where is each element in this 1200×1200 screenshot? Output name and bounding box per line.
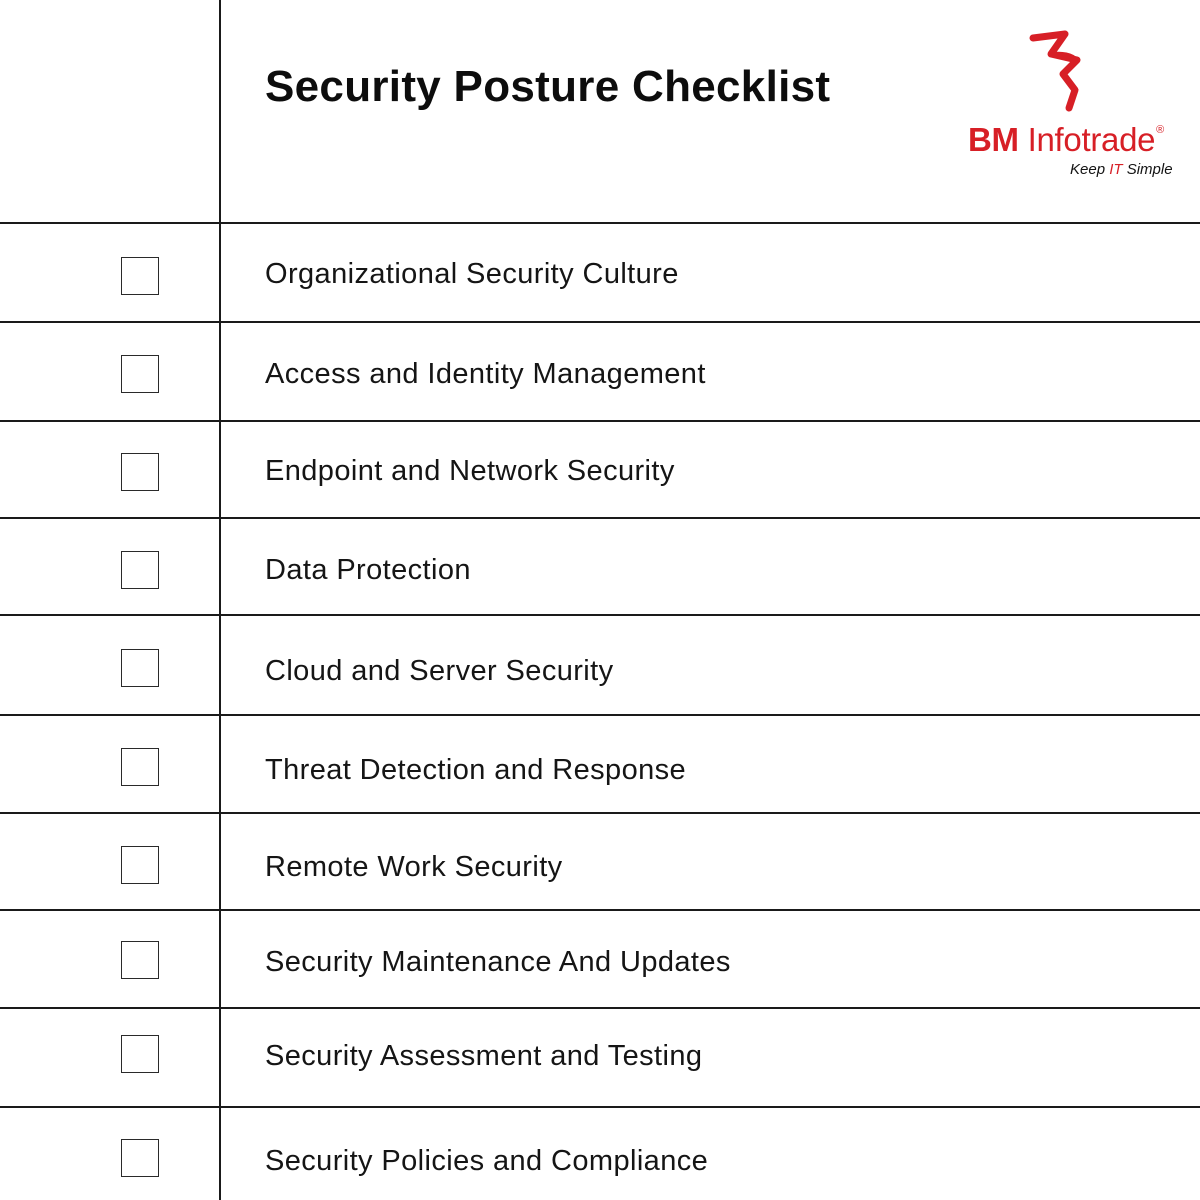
checkbox[interactable] (121, 941, 159, 979)
checklist-item-label: Security Maintenance And Updates (265, 946, 731, 978)
company-logo (965, 30, 1195, 190)
checkbox[interactable] (121, 649, 159, 687)
checklist-item-label: Data Protection (265, 554, 471, 586)
checklist-item-label: Access and Identity Management (265, 358, 706, 390)
checkbox[interactable] (121, 453, 159, 491)
row-divider (0, 321, 1200, 323)
row-divider (0, 714, 1200, 716)
logo-brand-regular: Infotrade (1027, 121, 1156, 158)
logo-brand (968, 121, 1164, 159)
logo-tagline-highlight: IT (1109, 161, 1123, 178)
row-divider (0, 909, 1200, 911)
checkbox[interactable] (121, 551, 159, 589)
checkbox[interactable] (121, 1139, 159, 1177)
row-divider (0, 1106, 1200, 1108)
logo-mark-icon (1027, 30, 1097, 120)
checklist-item-label: Remote Work Security (265, 851, 563, 883)
checkbox[interactable] (121, 1035, 159, 1073)
column-divider (219, 0, 221, 1200)
logo-brand-bold: BM (968, 121, 1019, 158)
checklist-item-label: Threat Detection and Response (265, 754, 687, 786)
checkbox[interactable] (121, 257, 159, 295)
checklist-item-label: Endpoint and Network Security (265, 455, 675, 487)
logo-tagline-after: Simple (1122, 161, 1173, 178)
row-divider (0, 812, 1200, 814)
row-divider (0, 222, 1200, 224)
checklist-item-label: Cloud and Server Security (265, 655, 614, 687)
row-divider (0, 517, 1200, 519)
checklist-item-label: Security Policies and Compliance (265, 1145, 709, 1177)
checkbox[interactable] (121, 846, 159, 884)
row-divider (0, 614, 1200, 616)
checkbox[interactable] (121, 748, 159, 786)
checklist-item-label: Security Assessment and Testing (265, 1040, 703, 1072)
logo-tagline (1070, 161, 1173, 178)
logo-registered-mark: ® (1156, 124, 1164, 136)
page-title: Security Posture Checklist (265, 62, 831, 111)
checklist-item-label: Organizational Security Culture (265, 258, 679, 290)
logo-tagline-before: Keep (1070, 161, 1110, 178)
row-divider (0, 1007, 1200, 1009)
row-divider (0, 420, 1200, 422)
checkbox[interactable] (121, 355, 159, 393)
